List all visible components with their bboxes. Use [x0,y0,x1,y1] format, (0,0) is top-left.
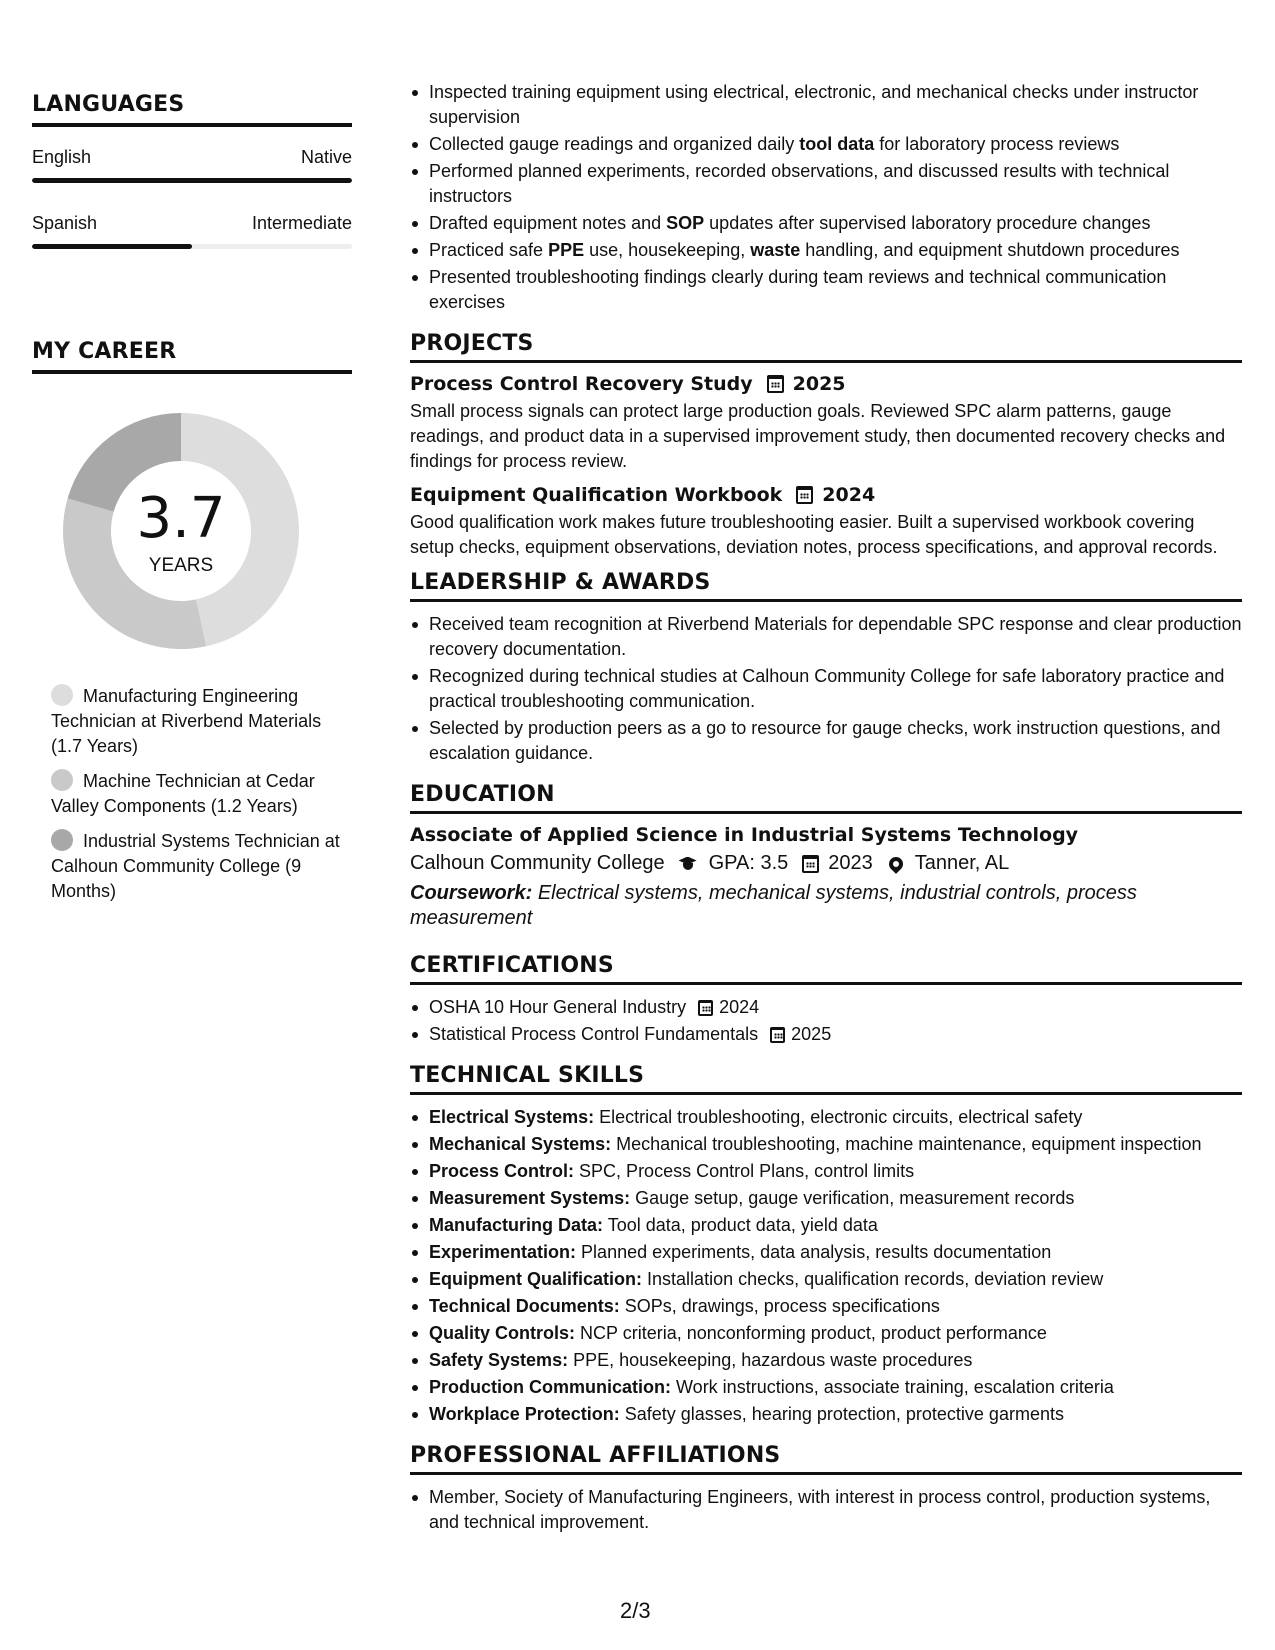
skill-value: Mechanical troubleshooting, machine maintenance, equipment inspection [616,1134,1202,1154]
coursework-label: Coursework: [410,882,533,904]
career-legend-item [51,769,341,819]
career-total-years: 3.7 [136,486,226,551]
legend-dot [51,829,73,851]
page-number: 2/3 [620,1598,651,1623]
sidebar [32,92,352,914]
skill-label: Electrical Systems: [429,1107,595,1127]
project-year: 2025 [792,373,846,395]
language-proficiency-fill [32,178,352,183]
legend-dot [51,684,73,706]
calendar-icon [770,1027,785,1043]
main-content [410,80,1242,1537]
skill-item [410,1132,1242,1157]
skill-label: Quality Controls: [429,1323,576,1343]
project-year: 2024 [822,484,876,506]
skill-label: Production Communication: [429,1377,671,1397]
skills-list [410,1105,1242,1427]
skill-label: Measurement Systems: [429,1188,631,1208]
project-header [410,373,1242,395]
career-heading: MY CAREER [32,339,352,374]
skill-value: SPC, Process Control Plans, control limits [579,1161,915,1181]
skill-value: Planned experiments, data analysis, results documentation [581,1242,1052,1262]
certification-name: OSHA 10 Hour General Industry [429,997,687,1017]
projects-section [410,331,1242,560]
career-donut-chart [56,406,306,656]
language-proficiency-bar [32,178,352,183]
skill-value: Tool data, product data, yield data [607,1215,878,1235]
project-description: Good qualification work makes future troubleshooting easier. Built a supervised workbook covering setup checks, equipment observations, deviation notes, process specifications, and approval records. [410,512,1218,557]
skill-item [410,1402,1242,1427]
career-legend-item [51,684,341,759]
career-legend-text: Machine Technician at Cedar Valley Components (1.2 Years) [51,771,315,816]
career-legend-item [51,829,341,904]
skill-item [410,1213,1242,1238]
graduation-year: 2023 [828,852,873,874]
skill-item [410,1348,1242,1373]
skill-item [410,1375,1242,1400]
skill-item [410,1321,1242,1346]
certification-year: 2025 [791,1024,832,1044]
bold-keyword: waste [750,240,801,260]
project-header [410,484,1242,506]
skill-item [410,1159,1242,1184]
project-name: Equipment Qualification Workbook [410,484,783,506]
leadership-section [410,570,1242,766]
experience-bullet: Performed planned experiments, recorded observations, and discussed results with technical instructors [410,159,1242,209]
coursework [410,881,1242,931]
education-meta [410,852,1242,875]
degree-title: Associate of Applied Science in Industrial Systems Technology [410,824,1079,846]
skills-heading: TECHNICAL SKILLS [410,1063,1242,1095]
skill-label: Workplace Protection: [429,1404,620,1424]
language-row [32,213,352,234]
leadership-heading: LEADERSHIP & AWARDS [410,570,1242,602]
skill-value: SOPs, drawings, process specifications [624,1296,940,1316]
leadership-list [410,612,1242,766]
calendar-icon [767,375,784,393]
project-name: Process Control Recovery Study [410,373,753,395]
bold-keyword: PPE [548,240,585,260]
languages-section [32,92,352,249]
skill-item [410,1240,1242,1265]
donut-center [56,406,306,656]
project-description: Small process signals can protect large production goals. Reviewed SPC alarm patterns, gauge readings, and product data in a supervised improvement study, then documented recovery checks and findings for process review. [410,401,1226,471]
experience-bullets [410,80,1242,315]
career-legend-text: Industrial Systems Technician at Calhoun Community College (9 Months) [51,831,340,901]
skill-value: Work instructions, associate training, escalation criteria [676,1377,1114,1397]
location-pin-icon [886,854,906,874]
skill-value: Installation checks, qualification records, deviation review [647,1269,1104,1289]
certification-name: Statistical Process Control Fundamentals [429,1024,759,1044]
bold-keyword: SOP [666,213,705,233]
graduation-cap-icon [677,857,699,871]
education-heading: EDUCATION [410,782,1242,814]
language-proficiency-fill [32,244,192,249]
experience-bullet: Drafted equipment notes and SOP updates after supervised laboratory procedure changes [410,211,1242,236]
skill-label: Experimentation: [429,1242,577,1262]
skill-label: Safety Systems: [429,1350,569,1370]
career-legend-text: Manufacturing Engineering Technician at Riverbend Materials (1.7 Years) [51,686,322,756]
certification-item [410,1022,1242,1047]
education-section [410,782,1242,931]
bold-keyword: tool data [799,134,875,154]
skill-value: Safety glasses, hearing protection, protective garments [624,1404,1064,1424]
career-legend [51,684,341,904]
calendar-icon [698,1000,713,1016]
language-proficiency-bar [32,244,352,249]
skill-value: Gauge setup, gauge verification, measurement records [635,1188,1075,1208]
skill-label: Equipment Qualification: [429,1269,643,1289]
skill-value: PPE, housekeeping, hazardous waste procedures [573,1350,973,1370]
leadership-item: Selected by production peers as a go to resource for gauge checks, work instruction questions, and escalation guidance. [410,716,1242,766]
language-level: Native [300,147,352,167]
skill-item [410,1294,1242,1319]
language-name: Spanish [32,213,98,233]
experience-bullet: Collected gauge readings and organized daily tool data for laboratory process reviews [410,132,1242,157]
calendar-icon [796,486,813,504]
language-row [32,147,352,168]
calendar-icon [802,855,819,873]
languages-list [32,147,352,249]
leadership-item: Recognized during technical studies at Calhoun Community College for safe laboratory practice and practical troubleshooting communication. [410,664,1242,714]
skill-label: Mechanical Systems: [429,1134,612,1154]
skills-section [410,1063,1242,1427]
coursework-text: Electrical systems, mechanical systems, industrial controls, process measurement [410,882,1137,929]
school-location: Tanner, AL [914,852,1010,874]
languages-heading: LANGUAGES [32,92,352,127]
legend-dot [51,769,73,791]
affiliation-item: Member, Society of Manufacturing Engineers, with interest in process control, production systems, and technical improvement. [410,1485,1242,1535]
leadership-item: Received team recognition at Riverbend Materials for dependable SPC response and clear production recovery documentation. [410,612,1242,662]
certifications-section [410,953,1242,1047]
skill-label: Manufacturing Data: [429,1215,604,1235]
projects-list [410,373,1242,560]
language-name: English [32,147,92,167]
career-total-unit: YEARS [148,555,214,576]
skill-item [410,1105,1242,1130]
gpa: GPA: 3.5 [708,852,789,874]
skill-label: Process Control: [429,1161,575,1181]
skill-item [410,1267,1242,1292]
affiliations-heading: PROFESSIONAL AFFILIATIONS [410,1443,1242,1475]
affiliations-list [410,1485,1242,1535]
certification-item [410,995,1242,1020]
certification-year: 2024 [719,997,760,1017]
skill-value: Electrical troubleshooting, electronic circuits, electrical safety [599,1107,1083,1127]
skill-label: Technical Documents: [429,1296,620,1316]
certifications-heading: CERTIFICATIONS [410,953,1242,985]
skill-item [410,1186,1242,1211]
language-level: Intermediate [251,213,352,233]
experience-bullet: Presented troubleshooting findings clearly during team reviews and technical communication exercises [410,265,1242,315]
affiliations-section [410,1443,1242,1535]
school-name: Calhoun Community College [410,852,665,874]
experience-bullet: Inspected training equipment using electrical, electronic, and mechanical checks under instructor supervision [410,80,1242,130]
career-section [32,339,352,904]
experience-bullet: Practiced safe PPE use, housekeeping, waste handling, and equipment shutdown procedures [410,238,1242,263]
projects-heading: PROJECTS [410,331,1242,363]
certifications-list [410,995,1242,1047]
skill-value: NCP criteria, nonconforming product, product performance [580,1323,1047,1343]
